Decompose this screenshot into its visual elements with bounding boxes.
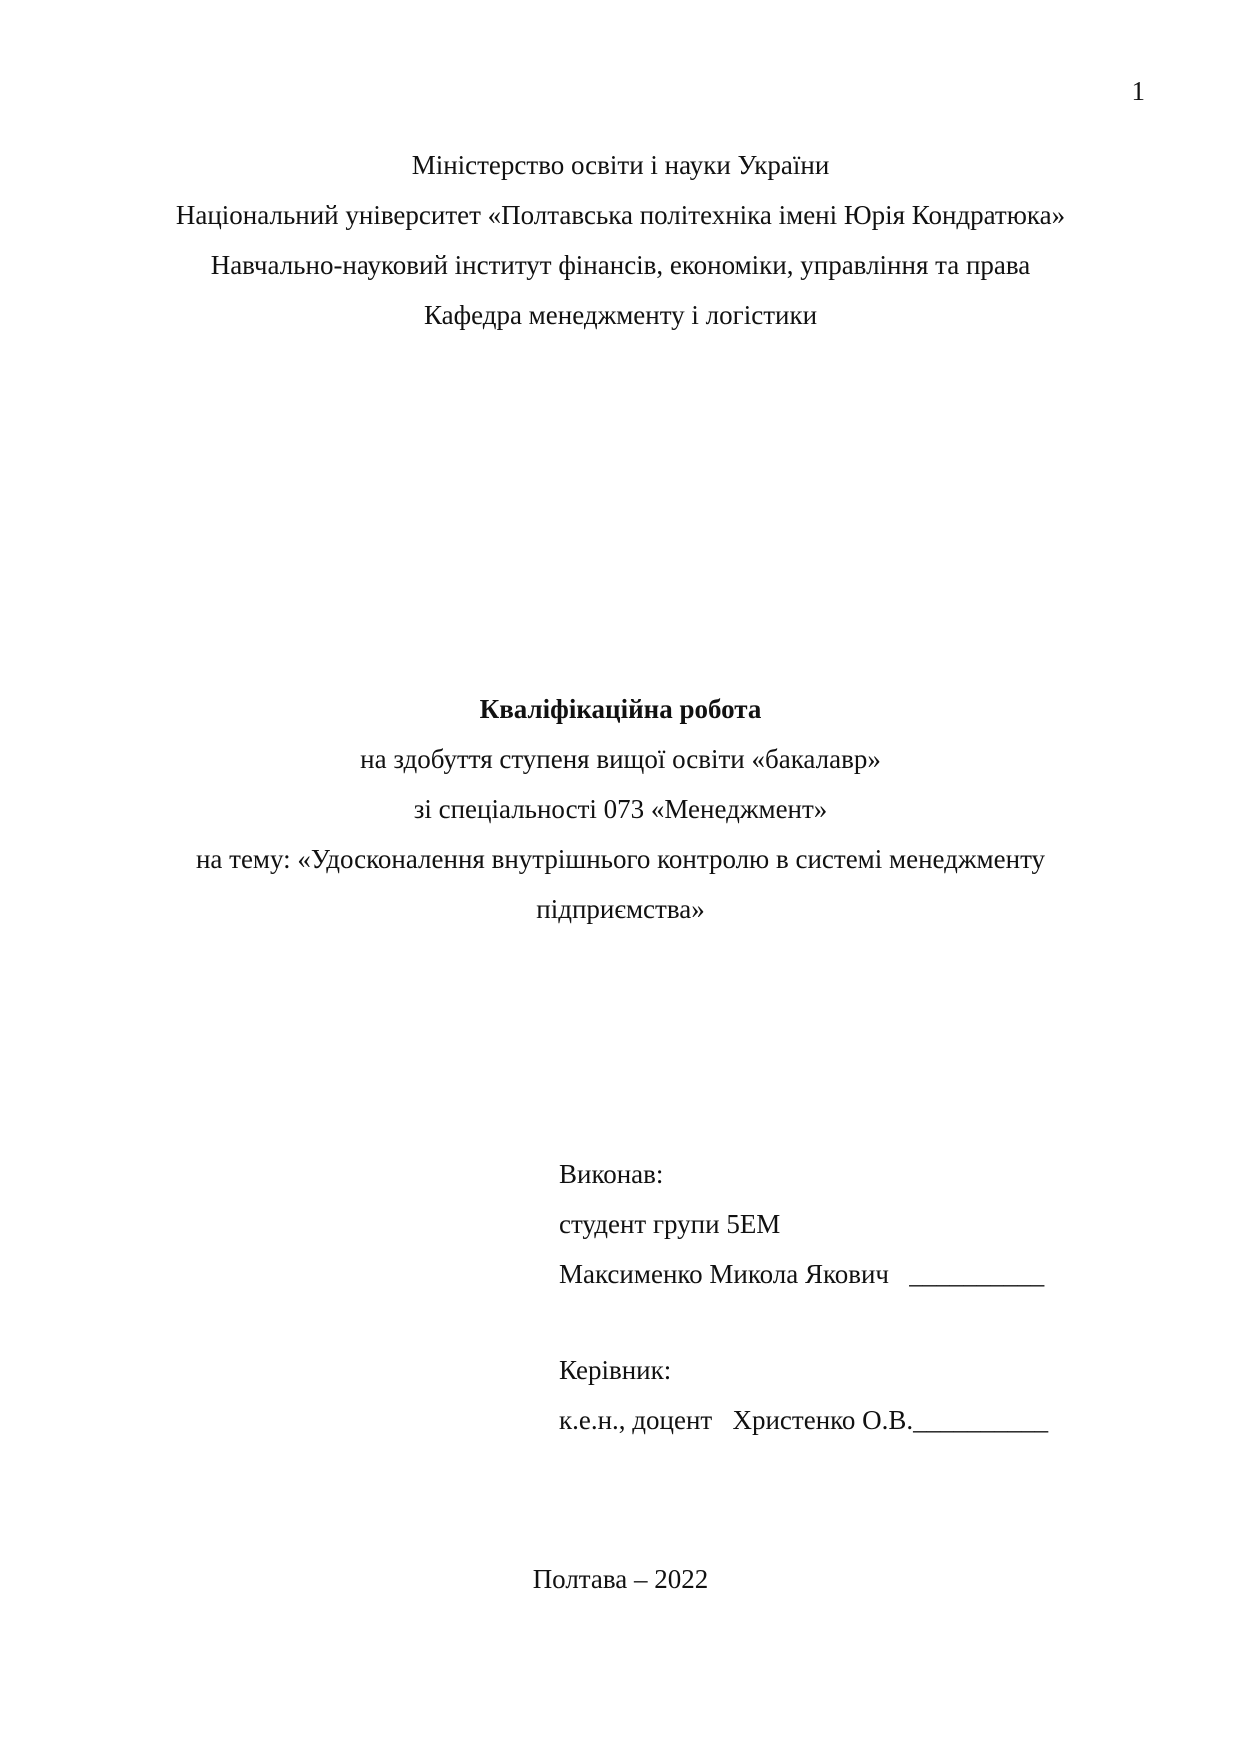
topic-line-2: підприємства» bbox=[536, 894, 705, 924]
university-line: Національний університет «Полтавська політехніка імені Юрія Кондратюка» bbox=[175, 200, 1066, 230]
student-name: Максименко Микола Якович bbox=[559, 1259, 889, 1289]
institute-line: Навчально-науковий інститут фінансів, економіки, управління та права bbox=[210, 250, 1031, 280]
supervisor-label: Керівник: bbox=[559, 1355, 672, 1385]
supervisor-signature-blank: __________ bbox=[913, 1405, 1049, 1435]
work-type-title: Кваліфікаційна робота bbox=[479, 694, 762, 724]
supervisor-signature-line bbox=[559, 1395, 1159, 1445]
degree-line: на здобуття ступеня вищої освіти «бакалавр» bbox=[360, 744, 881, 774]
student-group: студент групи 5ЕМ bbox=[559, 1209, 781, 1239]
institution-header bbox=[0, 140, 1241, 340]
student-signature-line bbox=[559, 1249, 1159, 1299]
signature-gap bbox=[559, 1299, 1159, 1345]
specialty-line: зі спеціальності 073 «Менеджмент» bbox=[413, 794, 828, 824]
ministry-line: Міністерство освіти і науки України bbox=[411, 150, 830, 180]
supervisor-title: к.е.н., доцент bbox=[559, 1405, 713, 1435]
city-year: Полтава – 2022 bbox=[532, 1564, 709, 1594]
supervisor-name: Христенко О.В. bbox=[732, 1405, 914, 1435]
student-signature-blank: __________ bbox=[909, 1259, 1045, 1289]
signature-block bbox=[559, 1149, 1159, 1445]
department-line: Кафедра менеджменту і логістики bbox=[423, 300, 818, 330]
performed-label: Виконав: bbox=[559, 1159, 664, 1189]
page-number: 1 bbox=[1131, 76, 1145, 106]
title-block bbox=[0, 684, 1241, 934]
topic-line-1: на тему: «Удосконалення внутрішнього контролю в системі менеджменту bbox=[195, 844, 1046, 874]
